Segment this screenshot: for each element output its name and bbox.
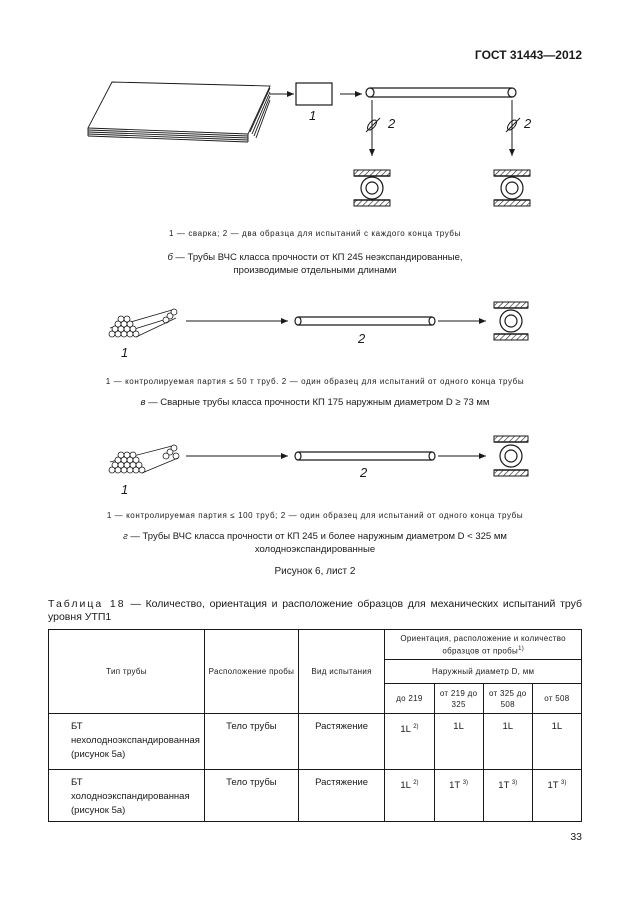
header-d4: от 508 xyxy=(532,684,581,714)
header-d2: от 219 до 325 xyxy=(434,684,483,714)
header-pipe-type: Тип трубы xyxy=(49,630,205,714)
test-clamp-icon xyxy=(494,302,528,340)
figure-b-drawing xyxy=(0,70,630,220)
pipe-icon xyxy=(366,88,516,97)
label-1: 1 xyxy=(309,108,317,123)
pipe-icon xyxy=(295,317,435,325)
table-row: БТ холодноэкспандированная (рисунок 5а) Тело трубы Растяжение 1L $^{2)}$ 1T $^{3)}$ 1T $^{3)}$ 1T $^{3)}$ xyxy=(49,770,582,822)
pipe-bundle-icon xyxy=(109,445,179,473)
test-clamp-icon xyxy=(354,170,390,206)
figure-g-drawing xyxy=(0,430,630,490)
test-clamp-icon xyxy=(494,436,528,476)
figure-b-caption: б — Трубы ВЧС класса прочности от КП 245 неэкспандированные, производимые отдельными длинами xyxy=(167,252,463,276)
sample-icon xyxy=(506,100,520,156)
pipe-bundle-icon xyxy=(109,309,177,337)
label-2: 2 xyxy=(360,465,368,480)
sheet-stack-icon xyxy=(88,82,270,142)
figure-title: Рисунок 6, лист 2 xyxy=(274,566,356,577)
standard-header: ГОСТ 31443—2012 xyxy=(474,48,582,62)
label-2: 2 xyxy=(358,331,366,346)
figure-b-legend: 1 — сварка; 2 — два образца для испытаний с каждого конца трубы xyxy=(169,229,461,238)
header-d1: до 219 xyxy=(385,684,434,714)
header-test-type: Вид испытания xyxy=(298,630,385,714)
figure-v-drawing xyxy=(0,296,630,356)
table-18 xyxy=(48,629,582,822)
welding-box xyxy=(296,83,332,105)
test-clamp-icon xyxy=(494,170,530,206)
label-1: 1 xyxy=(121,345,129,360)
label-2: 2 xyxy=(388,116,396,131)
header-diameter: Наружный диаметр D, мм xyxy=(385,660,582,684)
header-orientation: Ориентация, расположение и количество образцов от пробы$^{1)}$ xyxy=(385,630,582,660)
label-2: 2 xyxy=(524,116,532,131)
figure-g-legend: 1 — контролируемая партия ≤ 100 труб; 2 — один образец для испытаний от одного конца трубы xyxy=(106,511,524,520)
sample-icon xyxy=(366,100,380,156)
table-row: БТ нехолодноэкспандированная (рисунок 5а) Тело трубы Растяжение 1L $^{2)}$ 1L 1L 1L xyxy=(49,714,582,770)
header-d3: от 325 до 508 xyxy=(483,684,532,714)
header-location: Расположение пробы xyxy=(204,630,298,714)
page-number: 33 xyxy=(570,831,582,843)
figure-g-caption: г — Трубы ВЧС класса прочности от КП 245 и более наружным диаметром D < 325 мм холодноэкспандированные xyxy=(123,531,507,555)
figure-v-caption: в — Сварные трубы класса прочности КП 175 наружным диаметром D ≥ 73 мм xyxy=(140,397,490,408)
pipe-icon xyxy=(295,452,435,460)
table-title: Таблица 18 — Количество, ориентация и расположение образцов для механических испытаний труб уровня УТП1 xyxy=(48,598,582,623)
figure-v-legend: 1 — контролируемая партия ≤ 50 т труб. 2 — один образец для испытаний от одного конца трубы xyxy=(105,377,525,386)
label-1: 1 xyxy=(121,482,129,497)
